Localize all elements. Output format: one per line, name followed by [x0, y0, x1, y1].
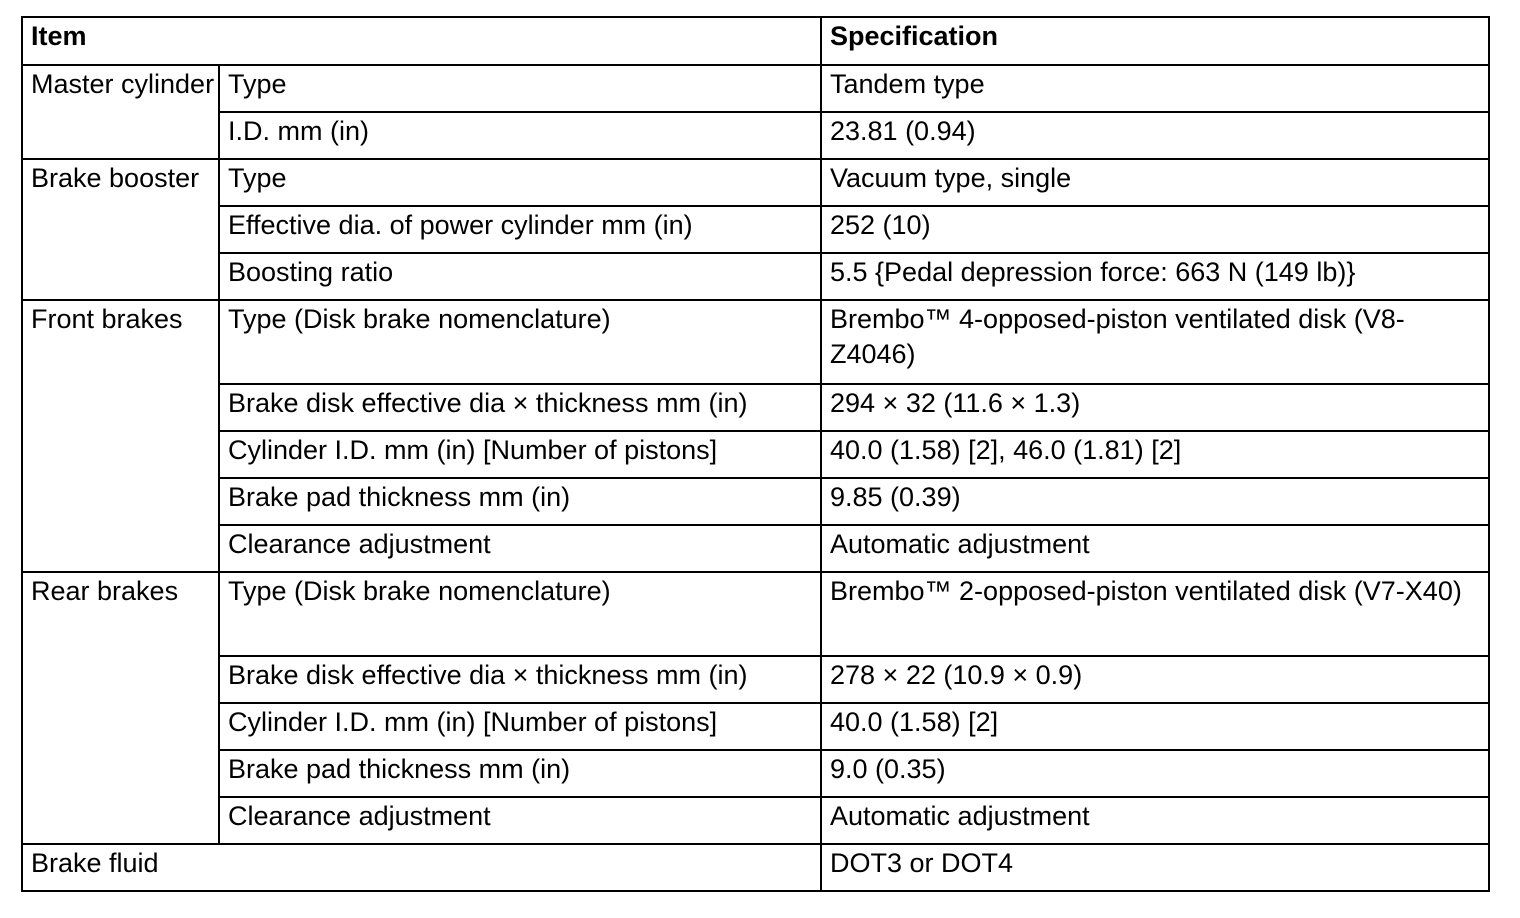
- table-row: [22, 750, 1489, 797]
- table-row: [22, 844, 1489, 891]
- item-cell: Cylinder I.D. mm (in) [Number of pistons]: [219, 431, 821, 478]
- spec-cell: Vacuum type, single: [821, 159, 1489, 206]
- spec-cell: 278 × 22 (10.9 × 0.9): [821, 656, 1489, 703]
- group-label-brake-booster: Brake booster: [22, 159, 219, 300]
- spec-cell: 5.5 {Pedal depression force: 663 N (149 lb)}: [821, 253, 1489, 300]
- table-row: [22, 112, 1489, 159]
- header-specification: Specification: [821, 17, 1489, 65]
- table-row: [22, 797, 1489, 844]
- group-label-master-cylinder: Master cylinder: [22, 65, 219, 159]
- item-cell: I.D. mm (in): [219, 112, 821, 159]
- spec-cell: 252 (10): [821, 206, 1489, 253]
- table-row: [22, 572, 1489, 656]
- spec-cell: 23.81 (0.94): [821, 112, 1489, 159]
- spec-cell: 294 × 32 (11.6 × 1.3): [821, 384, 1489, 431]
- table-header-row: [22, 17, 1489, 65]
- table-row: [22, 656, 1489, 703]
- table-row: [22, 65, 1489, 112]
- spec-cell: Tandem type: [821, 65, 1489, 112]
- table-row: [22, 431, 1489, 478]
- item-cell: Brake pad thickness mm (in): [219, 478, 821, 525]
- table-row: [22, 478, 1489, 525]
- spec-cell: 9.0 (0.35): [821, 750, 1489, 797]
- item-cell: Clearance adjustment: [219, 525, 821, 572]
- spec-cell: 40.0 (1.58) [2], 46.0 (1.81) [2]: [821, 431, 1489, 478]
- table-row: [22, 300, 1489, 384]
- table-row: [22, 525, 1489, 572]
- table-row: [22, 253, 1489, 300]
- header-item: Item: [22, 17, 821, 65]
- item-cell: Cylinder I.D. mm (in) [Number of pistons]: [219, 703, 821, 750]
- item-cell: Clearance adjustment: [219, 797, 821, 844]
- table-row: [22, 703, 1489, 750]
- item-cell: Type: [219, 65, 821, 112]
- item-cell: Brake disk effective dia × thickness mm (in): [219, 656, 821, 703]
- spec-cell: 9.85 (0.39): [821, 478, 1489, 525]
- group-label-front-brakes: Front brakes: [22, 300, 219, 572]
- spec-cell: 40.0 (1.58) [2]: [821, 703, 1489, 750]
- item-cell: Type (Disk brake nomenclature): [219, 572, 821, 656]
- table-row: [22, 384, 1489, 431]
- item-cell: Brake pad thickness mm (in): [219, 750, 821, 797]
- brake-spec-table: [21, 16, 1490, 892]
- table-row: [22, 159, 1489, 206]
- spec-cell: DOT3 or DOT4: [821, 844, 1489, 891]
- item-cell: Boosting ratio: [219, 253, 821, 300]
- item-cell: Effective dia. of power cylinder mm (in): [219, 206, 821, 253]
- spec-cell: Automatic adjustment: [821, 525, 1489, 572]
- group-label-rear-brakes: Rear brakes: [22, 572, 219, 844]
- table-row: [22, 206, 1489, 253]
- spec-cell: Brembo™ 2-opposed-piston ventilated disk (V7-X40): [821, 572, 1489, 656]
- footer-item-brake-fluid: Brake fluid: [22, 844, 821, 891]
- item-cell: Type: [219, 159, 821, 206]
- spec-cell: Brembo™ 4-opposed-piston ventilated disk (V8-Z4046): [821, 300, 1489, 384]
- item-cell: Type (Disk brake nomenclature): [219, 300, 821, 384]
- spec-cell: Automatic adjustment: [821, 797, 1489, 844]
- item-cell: Brake disk effective dia × thickness mm (in): [219, 384, 821, 431]
